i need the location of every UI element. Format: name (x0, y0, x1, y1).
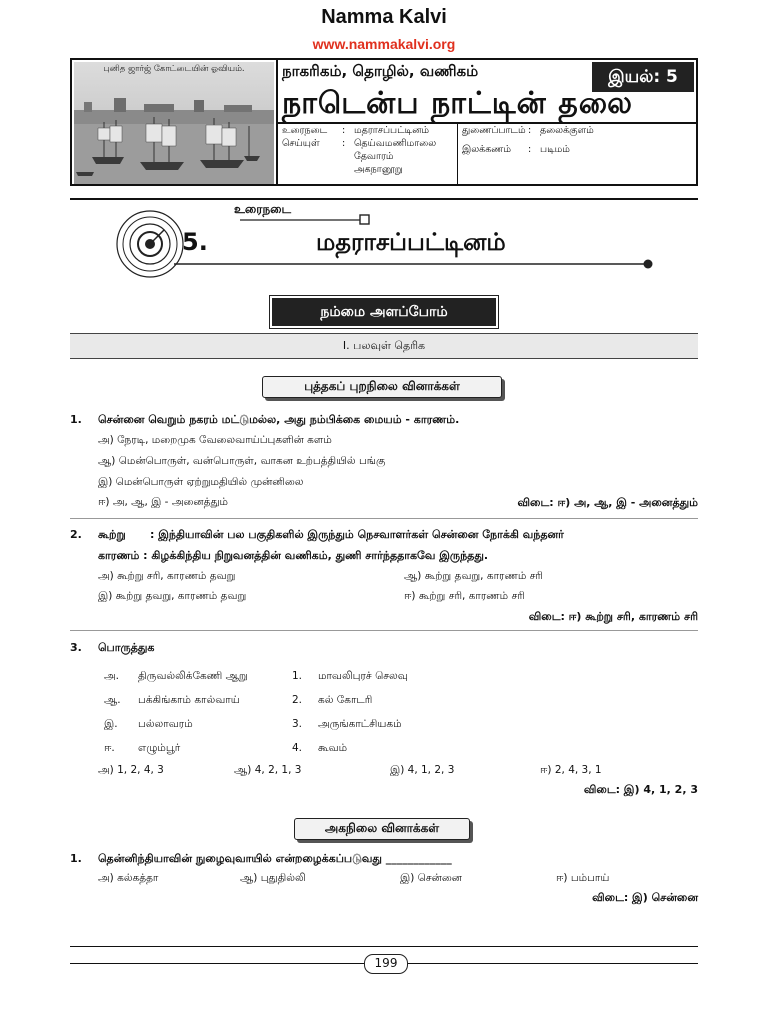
answer: விடை: ஈ) கூற்று சரி, காரணம் சரி (528, 610, 698, 623)
match-right: அருங்காட்சியகம் (318, 718, 402, 730)
meta-row: அகநானூறு (354, 164, 403, 175)
option: அ) நேரடி, மறைமுக வேலைவாய்ப்புகளின் களம் (98, 434, 332, 446)
external-questions-tag: புத்தகப் புறநிலை வினாக்கள் (262, 376, 502, 398)
option: ஆ) 4, 2, 1, 3 (234, 764, 302, 776)
option: அ) கல்கத்தா (98, 872, 159, 884)
match-right: கூவம் (318, 742, 348, 754)
match-letter: அ. (104, 670, 120, 682)
page-number: 199 (364, 954, 408, 974)
subject-line: நாகரிகம், தொழில், வணிகம் (282, 62, 479, 80)
option: ஆ) கூற்று தவறு, காரணம் சரி (404, 570, 543, 582)
match-letter: ஈ. (104, 742, 115, 754)
reason-text: காரணம் : கிழக்கிந்திய நிறுவனத்தின் வணிகம், துணி சார்ந்ததாகவே இருந்தது. (98, 549, 489, 562)
meta-row: தேவாரம் (354, 151, 394, 162)
match-right: மாவலிபுரச் செலவு (318, 670, 408, 682)
meta-row: உரைநடை : மதராசப்பட்டினம் (282, 125, 430, 136)
fort-st-george-painting (74, 62, 274, 184)
option: ஈ) கூற்று சரி, காரணம் சரி (404, 590, 525, 602)
match-number: 2. (292, 694, 303, 706)
match-number: 3. (292, 718, 303, 730)
option: இ) கூற்று தவறு, காரணம் தவறு (98, 590, 247, 602)
option: இ) மென்பொருள் ஏற்றுமதியில் முன்னிலை (98, 476, 304, 488)
banner-top-rule (70, 198, 698, 200)
lesson-type: உரைநடை (234, 202, 292, 216)
meta-row: துணைப்பாடம் : தலைக்குளம் (462, 125, 594, 136)
question-text: பொருத்துக (98, 641, 155, 654)
footer-rule-top (70, 946, 698, 947)
option: இ) சென்னை (400, 872, 462, 884)
section-heading: I. பலவுள் தெரிக (70, 333, 698, 359)
option: இ) 4, 1, 2, 3 (390, 764, 455, 776)
lesson-number: 5. (182, 228, 208, 256)
site-url[interactable]: www.nammakalvi.org (312, 36, 456, 52)
option: ஈ) பம்பாய் (556, 872, 610, 884)
match-left: பக்கிங்காம் கால்வாய் (138, 694, 240, 706)
statement-text: : இந்தியாவின் பல பகுதிகளில் இருந்தும் நெசவாளர்கள் சென்னை நோக்கி வந்தனர் (150, 528, 564, 541)
assessment-badge: நம்மை அளப்போம் (272, 298, 496, 326)
question-number: 1. (70, 413, 82, 426)
match-right: கல் கோடரி (318, 694, 373, 706)
question-text: சென்னை வெறும் நகரம் மட்டுமல்ல, அது நம்பிக்கை மையம் - காரணம். (98, 413, 460, 426)
meta-divider (457, 123, 458, 184)
match-left: திருவல்லிக்கேணி ஆறு (138, 670, 248, 682)
question-number: 1. (70, 852, 82, 865)
separator (70, 630, 698, 631)
question-number: 2. (70, 528, 82, 541)
meta-row: இலக்கணம் : படிமம் (462, 144, 570, 155)
unit-badge: இயல்: 5 (592, 62, 694, 92)
internal-questions-tag: அகநிலை வினாக்கள் (294, 818, 470, 840)
question-text: தென்னிந்தியாவின் நுழைவுவாயில் என்றழைக்கப்படுவது ____________ (98, 852, 452, 865)
match-left: பல்லாவரம் (138, 718, 193, 730)
match-letter: ஆ. (104, 694, 121, 706)
option: ஈ) அ, ஆ, இ - அனைத்தும் (98, 496, 228, 508)
answer: விடை: ஈ) அ, ஆ, இ - அனைத்தும் (517, 496, 698, 509)
site-title: Namma Kalvi (321, 6, 447, 28)
separator (70, 518, 698, 519)
option: ஆ) புதுதில்லி (240, 872, 306, 884)
question-number: 3. (70, 641, 82, 654)
answer: விடை: இ) 4, 1, 2, 3 (583, 783, 698, 796)
statement-label: கூற்று (98, 528, 126, 541)
option: ஆ) மென்பொருள், வன்பொருள், வாகன உற்பத்தியில் பங்கு (98, 455, 386, 467)
match-letter: இ. (104, 718, 118, 730)
answer: விடை: இ) சென்னை (592, 891, 698, 904)
option: அ) 1, 2, 4, 3 (98, 764, 164, 776)
image-caption: புனித ஜார்ஜ் கோட்டையின் ஓவியம். (103, 64, 245, 74)
meta-left (282, 124, 436, 176)
match-number: 4. (292, 742, 303, 754)
option: அ) கூற்று சரி, காரணம் தவறு (98, 570, 236, 582)
meta-row: செய்யுள் : தெய்வமணிமாலை (282, 138, 437, 149)
match-number: 1. (292, 670, 303, 682)
unit-title: நாடென்ப நாட்டின் தலை (282, 86, 634, 121)
lesson-title: மதராசப்பட்டினம் (316, 228, 506, 256)
meta-right (462, 124, 594, 156)
option: ஈ) 2, 4, 3, 1 (540, 764, 602, 776)
match-left: எழும்பூர் (138, 742, 181, 754)
